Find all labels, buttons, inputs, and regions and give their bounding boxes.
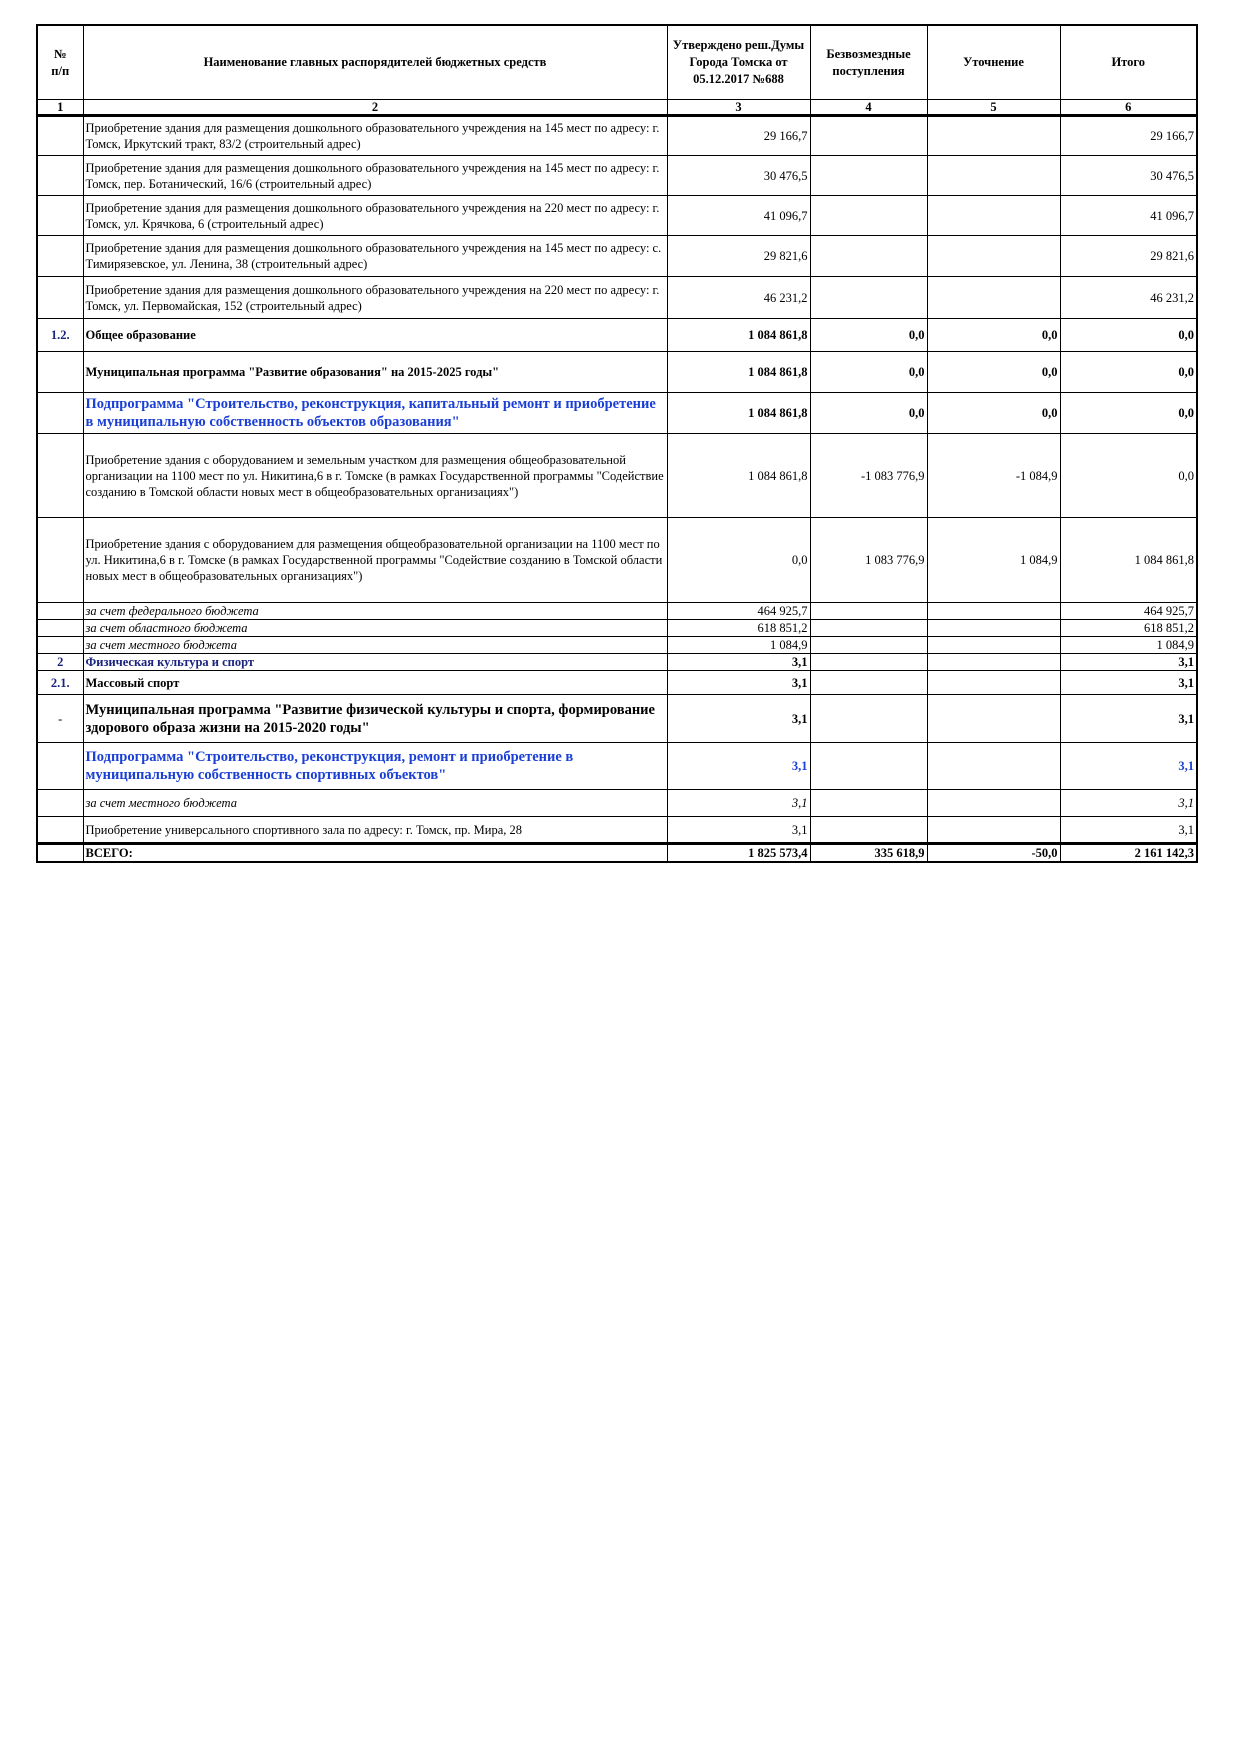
row-number [37, 434, 83, 518]
row-gratuitous-value: 1 083 776,9 [810, 518, 927, 603]
row-adjustment-value: -1 084,9 [927, 434, 1060, 518]
row-gratuitous-value [810, 637, 927, 654]
row-total-value: 29 821,6 [1060, 236, 1197, 277]
row-name: за счет местного бюджета [83, 790, 667, 817]
row-approved-value: 3,1 [667, 671, 810, 695]
row-gratuitous-value [810, 671, 927, 695]
row-number [37, 277, 83, 319]
row-total-value: 0,0 [1060, 434, 1197, 518]
column-number: 2 [83, 100, 667, 116]
row-adjustment-value: 1 084,9 [927, 518, 1060, 603]
row-total-value: 464 925,7 [1060, 603, 1197, 620]
row-total-value: 0,0 [1060, 319, 1197, 352]
row-name: Подпрограмма "Строительство, реконструкция, капитальный ремонт и приобретение в муниципальную собственность объектов образования" [83, 393, 667, 434]
row-approved-value: 3,1 [667, 695, 810, 743]
row-total-value: 3,1 [1060, 695, 1197, 743]
row-name: Подпрограмма "Строительство, реконструкция, ремонт и приобретение в муниципальную собственность спортивных объектов" [83, 743, 667, 790]
row-approved-value: 1 084 861,8 [667, 352, 810, 393]
row-approved-value: 30 476,5 [667, 156, 810, 196]
table-row [37, 156, 1197, 196]
row-number [37, 743, 83, 790]
row-total-value: 1 084 861,8 [1060, 518, 1197, 603]
row-total-value: 3,1 [1060, 817, 1197, 844]
row-adjustment-value: 0,0 [927, 352, 1060, 393]
row-gratuitous-value [810, 695, 927, 743]
row-number [37, 620, 83, 637]
row-approved-value: 29 821,6 [667, 236, 810, 277]
table-header-row [37, 25, 1197, 100]
table-row [37, 671, 1197, 695]
table-row [37, 196, 1197, 236]
column-number: 3 [667, 100, 810, 116]
row-total-value: 30 476,5 [1060, 156, 1197, 196]
row-number: 2 [37, 654, 83, 671]
header-col-number: № п/п [37, 25, 83, 100]
row-adjustment-value [927, 654, 1060, 671]
row-name: Приобретение здания для размещения дошкольного образовательного учреждения на 220 мест по адресу: г. Томск, ул. Первомайская, 152 (строительный адрес) [83, 277, 667, 319]
table-row [37, 637, 1197, 654]
row-adjustment-value [927, 620, 1060, 637]
row-name: за счет местного бюджета [83, 637, 667, 654]
row-number [37, 352, 83, 393]
header-col-total: Итого [1060, 25, 1197, 100]
total-row [37, 844, 1197, 863]
row-name: за счет федерального бюджета [83, 603, 667, 620]
column-number: 4 [810, 100, 927, 116]
row-gratuitous-value [810, 743, 927, 790]
row-number [37, 393, 83, 434]
row-adjustment-value [927, 817, 1060, 844]
row-total-value: 46 231,2 [1060, 277, 1197, 319]
table-row [37, 695, 1197, 743]
row-total-value: 3,1 [1060, 654, 1197, 671]
row-total-value: 29 166,7 [1060, 116, 1197, 156]
table-row [37, 603, 1197, 620]
row-gratuitous-value: 0,0 [810, 352, 927, 393]
row-name: Приобретение здания с оборудованием для размещения общеобразовательной организации на 1100 мест по ул. Никитина,6 в г. Томске (в рамках Государственной программы "Содействие созданию в Томской области новых мест в общеобразовательных организациях") [83, 518, 667, 603]
row-name: Физическая культура и спорт [83, 654, 667, 671]
row-total-value: 41 096,7 [1060, 196, 1197, 236]
table-row [37, 620, 1197, 637]
row-gratuitous-value [810, 116, 927, 156]
total-approved-value: 1 825 573,4 [667, 844, 810, 863]
row-name: Муниципальная программа "Развитие физической культуры и спорта, формирование здорового образа жизни на 2015-2020 годы" [83, 695, 667, 743]
row-gratuitous-value: 0,0 [810, 319, 927, 352]
table-row [37, 817, 1197, 844]
row-total-value: 618 851,2 [1060, 620, 1197, 637]
row-adjustment-value [927, 671, 1060, 695]
row-gratuitous-value: -1 083 776,9 [810, 434, 927, 518]
row-name: Муниципальная программа "Развитие образования" на 2015-2025 годы" [83, 352, 667, 393]
row-name: за счет областного бюджета [83, 620, 667, 637]
row-approved-value: 3,1 [667, 743, 810, 790]
row-adjustment-value [927, 603, 1060, 620]
row-gratuitous-value [810, 790, 927, 817]
table-row [37, 319, 1197, 352]
row-total-value: 1 084,9 [1060, 637, 1197, 654]
column-number-row [37, 100, 1197, 116]
row-name: Приобретение здания с оборудованием и земельным участком для размещения общеобразовательной организации на 1100 мест по ул. Никитина,6 в г. Томске (в рамках Государственной программы "Содействие созданию в Томской области новых мест в общеобразовательных организациях") [83, 434, 667, 518]
table-row [37, 236, 1197, 277]
row-approved-value: 41 096,7 [667, 196, 810, 236]
row-adjustment-value [927, 116, 1060, 156]
column-number: 6 [1060, 100, 1197, 116]
row-adjustment-value: 0,0 [927, 393, 1060, 434]
row-gratuitous-value [810, 156, 927, 196]
table-row [37, 434, 1197, 518]
row-approved-value: 0,0 [667, 518, 810, 603]
row-number [37, 518, 83, 603]
row-number [37, 790, 83, 817]
row-approved-value: 1 084 861,8 [667, 434, 810, 518]
row-name: Приобретение здания для размещения дошкольного образовательного учреждения на 145 мест по адресу: с. Тимирязевское, ул. Ленина, 38 (строительный адрес) [83, 236, 667, 277]
row-approved-value: 1 084 861,8 [667, 319, 810, 352]
row-number [37, 637, 83, 654]
table-row [37, 518, 1197, 603]
column-number: 5 [927, 100, 1060, 116]
row-approved-value: 46 231,2 [667, 277, 810, 319]
row-adjustment-value [927, 695, 1060, 743]
row-approved-value: 1 084 861,8 [667, 393, 810, 434]
row-name: Приобретение здания для размещения дошкольного образовательного учреждения на 145 мест по адресу: г. Томск, пер. Ботанический, 16/6 (строительный адрес) [83, 156, 667, 196]
row-gratuitous-value [810, 277, 927, 319]
header-col-approved: Утверждено реш.Думы Города Томска от 05.12.2017 №688 [667, 25, 810, 100]
budget-table [36, 24, 1198, 863]
row-approved-value: 1 084,9 [667, 637, 810, 654]
row-adjustment-value [927, 637, 1060, 654]
row-adjustment-value: 0,0 [927, 319, 1060, 352]
column-number: 1 [37, 100, 83, 116]
row-gratuitous-value [810, 620, 927, 637]
row-gratuitous-value [810, 654, 927, 671]
total-gratuitous-value: 335 618,9 [810, 844, 927, 863]
row-number [37, 236, 83, 277]
row-name: Приобретение здания для размещения дошкольного образовательного учреждения на 220 мест по адресу: г. Томск, ул. Крячкова, 6 (строительный адрес) [83, 196, 667, 236]
total-adjustment-value: -50,0 [927, 844, 1060, 863]
row-adjustment-value [927, 196, 1060, 236]
table-row [37, 116, 1197, 156]
budget-table-sheet [36, 24, 1196, 863]
row-name: Приобретение здания для размещения дошкольного образовательного учреждения на 145 мест по адресу: г. Томск, Иркутский тракт, 83/2 (строительный адрес) [83, 116, 667, 156]
row-adjustment-value [927, 236, 1060, 277]
row-name: Массовый спорт [83, 671, 667, 695]
row-number [37, 603, 83, 620]
row-gratuitous-value [810, 236, 927, 277]
table-row [37, 654, 1197, 671]
table-row [37, 277, 1197, 319]
row-approved-value: 29 166,7 [667, 116, 810, 156]
row-gratuitous-value [810, 603, 927, 620]
row-total-value: 3,1 [1060, 790, 1197, 817]
table-row [37, 393, 1197, 434]
row-number [37, 116, 83, 156]
table-row [37, 743, 1197, 790]
row-gratuitous-value: 0,0 [810, 393, 927, 434]
row-approved-value: 3,1 [667, 654, 810, 671]
header-col-adjustment: Уточнение [927, 25, 1060, 100]
header-col-gratuitous: Безвозмездные поступления [810, 25, 927, 100]
row-approved-value: 3,1 [667, 817, 810, 844]
row-total-value: 0,0 [1060, 352, 1197, 393]
row-adjustment-value [927, 156, 1060, 196]
row-number [37, 196, 83, 236]
row-name: Общее образование [83, 319, 667, 352]
row-number: 2.1. [37, 671, 83, 695]
row-approved-value: 618 851,2 [667, 620, 810, 637]
row-number: - [37, 695, 83, 743]
table-row [37, 352, 1197, 393]
row-total-value: 0,0 [1060, 393, 1197, 434]
row-number: 1.2. [37, 319, 83, 352]
row-number [37, 844, 83, 863]
table-row [37, 790, 1197, 817]
row-gratuitous-value [810, 817, 927, 844]
row-total-value: 3,1 [1060, 743, 1197, 790]
row-number [37, 156, 83, 196]
total-total-value: 2 161 142,3 [1060, 844, 1197, 863]
total-label: ВСЕГО: [83, 844, 667, 863]
row-adjustment-value [927, 277, 1060, 319]
row-gratuitous-value [810, 196, 927, 236]
row-number [37, 817, 83, 844]
row-adjustment-value [927, 790, 1060, 817]
header-col-name: Наименование главных распорядителей бюджетных средств [83, 25, 667, 100]
row-approved-value: 3,1 [667, 790, 810, 817]
row-approved-value: 464 925,7 [667, 603, 810, 620]
row-total-value: 3,1 [1060, 671, 1197, 695]
row-adjustment-value [927, 743, 1060, 790]
row-name: Приобретение универсального спортивного зала по адресу: г. Томск, пр. Мира, 28 [83, 817, 667, 844]
